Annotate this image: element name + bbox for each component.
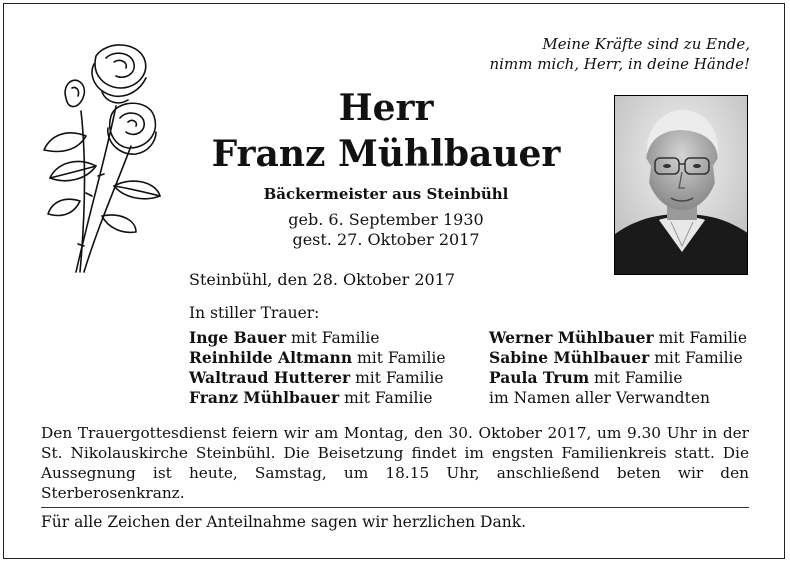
quote-line-2: nimm mich, Herr, in deine Hände! bbox=[489, 55, 750, 73]
mourner-name: Sabine Mühlbauer bbox=[489, 348, 650, 367]
mourner-suffix: mit Familie bbox=[286, 329, 380, 347]
mourners-left-column bbox=[189, 328, 446, 408]
mourner-entry bbox=[489, 328, 747, 348]
mourner-suffix: mit Familie bbox=[653, 329, 748, 347]
portrait-photo bbox=[614, 95, 748, 275]
mourner-name: Franz Mühlbauer bbox=[189, 388, 340, 407]
mourner-entry bbox=[189, 328, 446, 348]
life-dates bbox=[186, 210, 586, 250]
mourner-suffix: mit Familie bbox=[352, 349, 446, 367]
mourner-suffix: mit Familie bbox=[589, 369, 683, 387]
portrait-image bbox=[615, 96, 748, 275]
mourners-heading: In stiller Trauer: bbox=[189, 304, 320, 322]
rose-illustration-icon bbox=[36, 36, 166, 276]
quote-line-1: Meine Kräfte sind zu Ende, bbox=[542, 35, 750, 53]
place-and-date: Steinbühl, den 28. Oktober 2017 bbox=[189, 270, 456, 289]
quote bbox=[430, 34, 750, 74]
death-date: gest. 27. Oktober 2017 bbox=[292, 230, 480, 249]
divider bbox=[41, 507, 749, 508]
mourner-suffix: mit Familie bbox=[339, 389, 433, 407]
mourner-name: Reinhilde Altmann bbox=[189, 348, 353, 367]
mourner-name: Paula Trum bbox=[489, 368, 590, 387]
thanks-note: Für alle Zeichen der Anteilnahme sagen wir herzlichen Dank. bbox=[41, 513, 527, 531]
mourner-entry bbox=[489, 388, 747, 408]
mourners-right-column bbox=[489, 328, 747, 408]
salutation: Herr bbox=[338, 87, 434, 129]
mourner-name: Werner Mühlbauer bbox=[489, 328, 654, 347]
birth-date: geb. 6. September 1930 bbox=[288, 210, 484, 229]
profession: Bäckermeister aus Steinbühl bbox=[263, 185, 509, 203]
mourner-entry bbox=[489, 368, 747, 388]
mourner-name: Inge Bauer bbox=[189, 328, 287, 347]
mourner-name: Waltraud Hutterer bbox=[189, 368, 351, 387]
deceased-name: Franz Mühlbauer bbox=[211, 133, 561, 175]
mourner-entry bbox=[189, 348, 446, 368]
mourner-entry bbox=[189, 388, 446, 408]
mourner-suffix: mit Familie bbox=[649, 349, 743, 367]
mourner-suffix: mit Familie bbox=[350, 369, 444, 387]
mourner-entry bbox=[189, 368, 446, 388]
service-announcement: Den Trauergottesdienst feiern wir am Montag, den 30. Oktober 2017, um 9.30 Uhr in der St. Nikolauskirche Steinbühl. Die Beisetzung findet im engsten Familienkreis statt. Die Aussegnung ist heute, Samstag, um 18.15 Uhr, anschließend beten wir den Sterberosenkranz. bbox=[41, 424, 749, 502]
mourner-entry bbox=[489, 348, 747, 368]
mourner-suffix: im Namen aller Verwandten bbox=[489, 389, 710, 407]
